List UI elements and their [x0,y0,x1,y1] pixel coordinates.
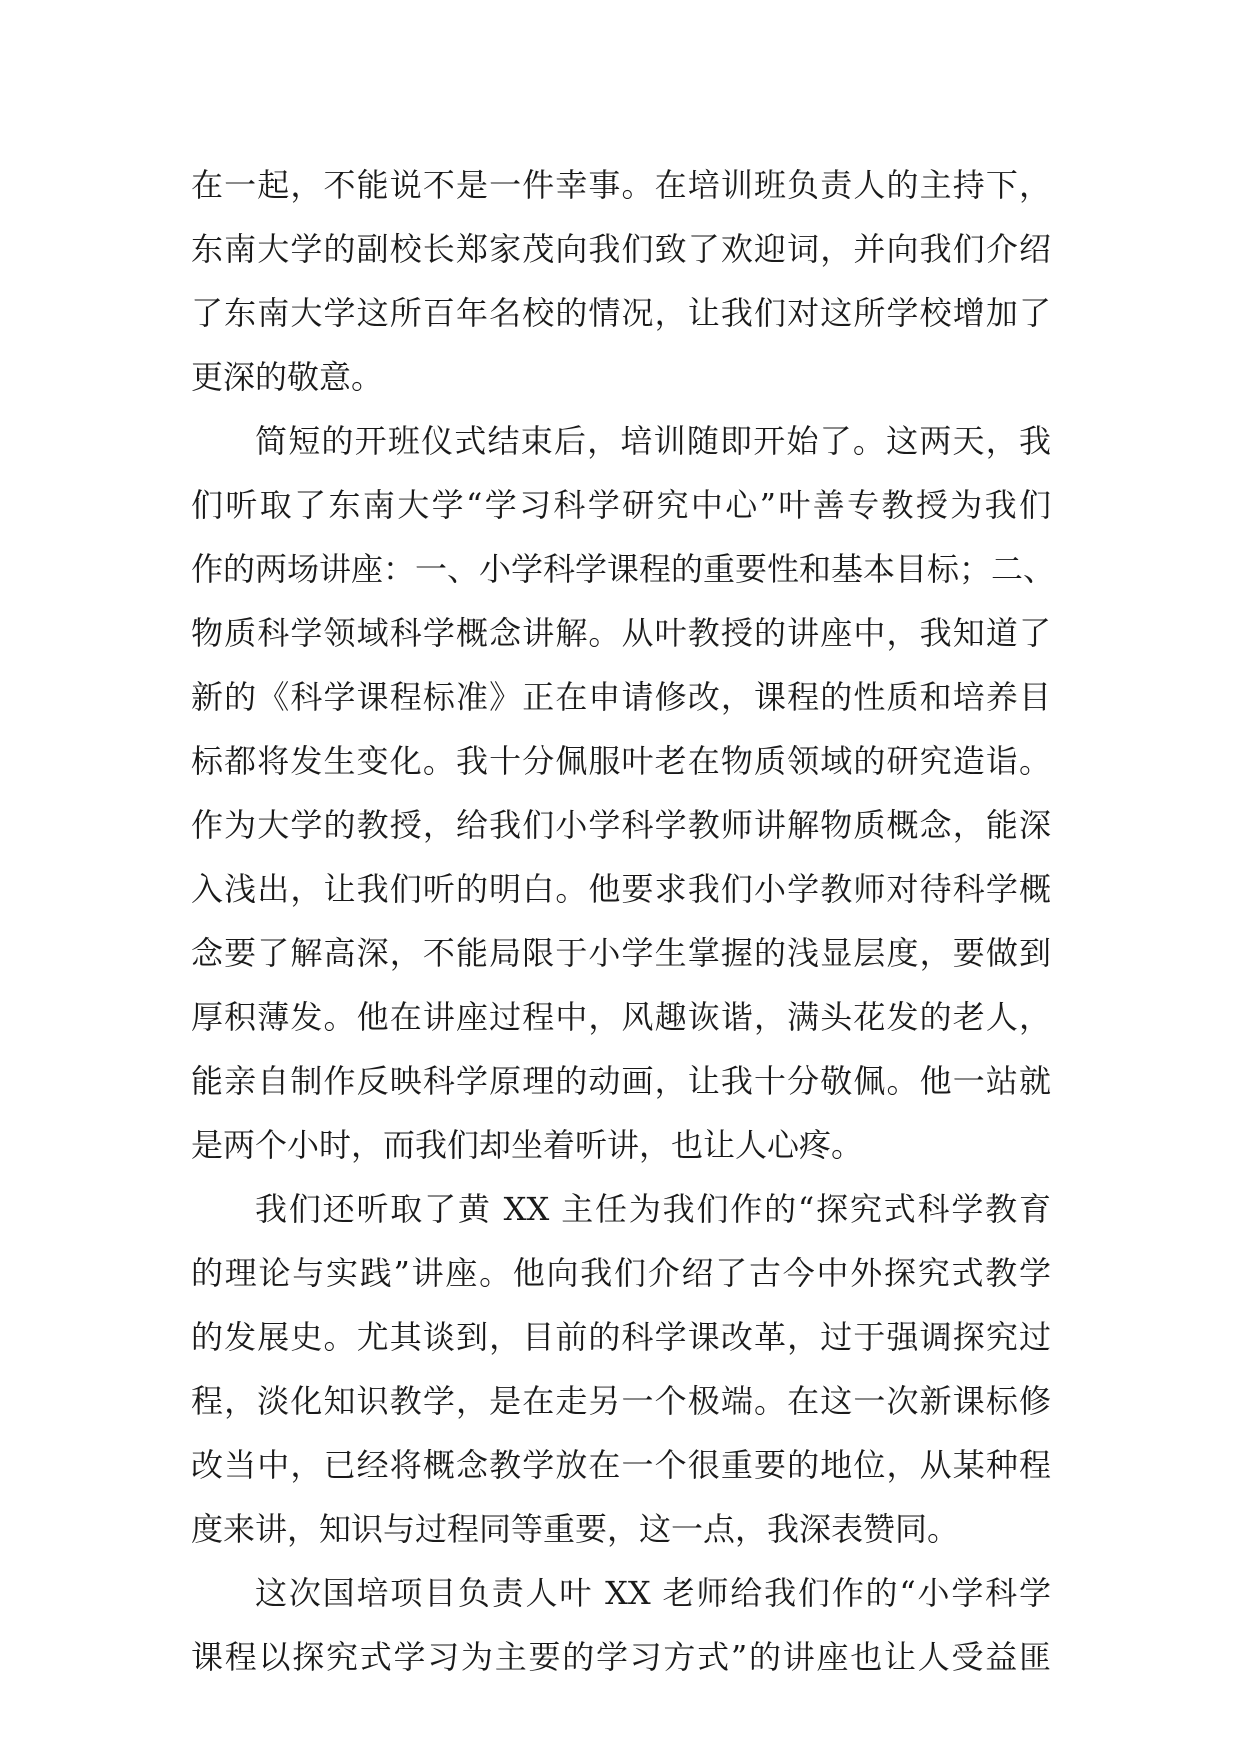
text-line: 能亲自制作反映科学原理的动画，让我十分敬佩。他一站就 [191,1062,1051,1100]
text-line: 作的两场讲座：一、小学科学课程的重要性和基本目标；二、 [191,550,1056,588]
text-line: 的理论与实践”讲座。他向我们介绍了古今中外探究式教学 [191,1254,1051,1292]
text-line: 标都将发生变化。我十分佩服叶老在物质领域的研究造诣。 [191,742,1051,780]
text-line: 改当中，已经将概念教学放在一个很重要的地位，从某种程 [191,1446,1051,1484]
text-line: 的发展史。尤其谈到，目前的科学课改革，过于强调探究过 [191,1318,1051,1356]
text-line: 简短的开班仪式结束后，培训随即开始了。这两天，我 [255,422,1051,460]
text-line: 物质科学领域科学概念讲解。从叶教授的讲座中，我知道了 [191,614,1051,652]
text-line: 在一起，不能说不是一件幸事。在培训班负责人的主持下， [191,166,1051,204]
text-line: 更深的敬意。 [191,358,384,396]
text-line: 了东南大学这所百年名校的情况，让我们对这所学校增加了 [191,294,1051,332]
text-line: 新的《科学课程标准》正在申请修改，课程的性质和培养目 [191,678,1051,716]
text-line: 东南大学的副校长郑家茂向我们致了欢迎词，并向我们介绍 [191,230,1051,268]
text-line: 厚积薄发。他在讲座过程中，风趣诙谐，满头花发的老人， [191,998,1051,1036]
text-line: 是两个小时，而我们却坐着听讲，也让人心疼。 [191,1126,864,1164]
text-line: 课程以探究式学习为主要的学习方式”的讲座也让人受益匪 [191,1638,1051,1676]
document-body [191,153,1056,1689]
text-line: 我们还听取了黄 XX 主任为我们作的“探究式科学教育 [255,1190,1051,1228]
text-line: 念要了解高深，不能局限于小学生掌握的浅显层度，要做到 [191,934,1051,972]
text-line: 度来讲，知识与过程同等重要，这一点，我深表赞同。 [191,1510,960,1548]
text-line: 这次国培项目负责人叶 XX 老师给我们作的“小学科学 [255,1574,1051,1612]
text-line: 入浅出，让我们听的明白。他要求我们小学教师对待科学概 [191,870,1051,908]
text-line: 们听取了东南大学“学习科学研究中心”叶善专教授为我们 [191,486,1051,524]
text-line: 程，淡化知识教学，是在走另一个极端。在这一次新课标修 [191,1382,1051,1420]
text-line: 作为大学的教授，给我们小学科学教师讲解物质概念，能深 [191,806,1051,844]
